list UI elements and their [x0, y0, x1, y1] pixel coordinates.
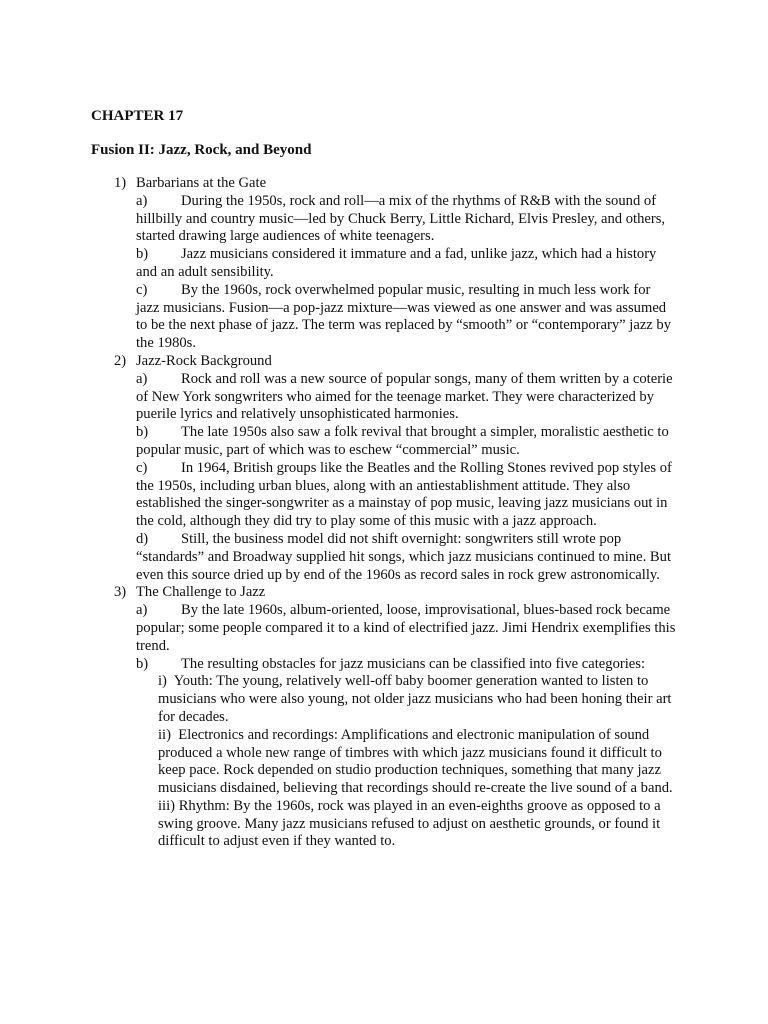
item-label: a)	[136, 602, 148, 619]
section-jazz-rock-background	[114, 353, 676, 584]
outline-subitem	[158, 798, 676, 851]
item-label: a)	[136, 192, 148, 209]
outline-item	[136, 460, 676, 531]
item-label: d)	[136, 530, 149, 547]
section-title: Jazz-Rock Background	[136, 352, 272, 369]
outline	[114, 175, 676, 851]
outline-item	[136, 193, 676, 246]
outline-subitem	[158, 673, 676, 726]
item-label: b)	[136, 246, 149, 263]
outline-item	[136, 246, 676, 282]
outline-item	[136, 282, 676, 353]
outline-item	[136, 531, 676, 584]
subitem-label: i)	[158, 673, 167, 690]
item-text: Still, the business model did not shift overnight: songwriters still wrote pop “standards” and Broadway supplied hit songs, which jazz musicians continued to mine. But even this source dried up by end of the 1960s as record sales in rock grew astronomically.	[136, 530, 671, 583]
item-text: The late 1950s also saw a folk revival that brought a simpler, moralistic aesthetic to popular music, part of which was to eschew “commercial” music.	[136, 424, 669, 458]
outline-subitem	[158, 727, 676, 798]
item-text: By the late 1960s, album-oriented, loose, improvisational, blues-based rock became popular; some people compared it to a kind of electrified jazz. Jimi Hendrix exemplifies this trend.	[136, 602, 676, 654]
section-challenge-to-jazz	[114, 584, 676, 851]
subitem-text: Rhythm: By the 1960s, rock was played in an even-eighths groove as opposed to a swing groove. Many jazz musicians refused to adjust on aesthetic grounds, or found it difficult to adjust even if they wanted to.	[158, 797, 661, 850]
section-title: The Challenge to Jazz	[136, 584, 266, 601]
item-text: During the 1950s, rock and roll—a mix of the rhythms of R&B with the sound of hillbilly and country music—led by Chuck Berry, Little Richard, Elvis Presley, and others, started drawing large audiences of white teenagers.	[136, 192, 666, 245]
subitem-label: iii)	[158, 797, 176, 814]
chapter-heading: CHAPTER 17	[91, 108, 184, 124]
chapter-subtitle: Fusion II: Jazz, Rock, and Beyond	[91, 142, 312, 158]
section-number: 2)	[114, 352, 127, 369]
section-title: Barbarians at the Gate	[136, 175, 267, 191]
sub-outline	[136, 673, 676, 851]
item-text: Rock and roll was a new source of popular songs, many of them written by a coterie of New York songwriters who aimed for the teenage market. They were characterized by puerile lyrics and relatively unsophisticated harmonies.	[136, 370, 673, 423]
subitem-label: ii)	[158, 726, 171, 743]
outline-item	[136, 656, 676, 674]
item-label: c)	[136, 281, 148, 298]
outline-item	[136, 424, 676, 460]
outline-item	[136, 371, 676, 424]
item-label: c)	[136, 459, 148, 476]
outline-item	[136, 602, 676, 655]
item-text: Jazz musicians considered it immature and a fad, unlike jazz, which had a history and an adult sensibility.	[136, 246, 657, 280]
section-number: 3)	[114, 584, 127, 601]
item-text: The resulting obstacles for jazz musicians can be classified into five categories:	[181, 655, 645, 672]
item-label: b)	[136, 424, 149, 441]
subitem-text: Youth: The young, relatively well-off baby boomer generation wanted to listen to musicians who were also young, not older jazz musicians who had been honing their art for decades.	[158, 673, 672, 725]
item-text: By the 1960s, rock overwhelmed popular music, resulting in much less work for jazz musicians. Fusion—a pop-jazz mixture—was viewed as one answer and was assumed to be the next phase of jazz. The term was replaced by “smooth” or “contemporary” jazz by the 1980s.	[136, 281, 672, 352]
item-label: b)	[136, 655, 149, 672]
item-text: In 1964, British groups like the Beatles and the Rolling Stones revived pop styles of the 1950s, including urban blues, along with an antiestablishment attitude. They also established the singer-songwriter as a mainstay of pop music, leaving jazz musicians out in the cold, although they did try to play some of this music with a jazz approach.	[136, 459, 672, 530]
section-number: 1)	[114, 175, 127, 191]
item-label: a)	[136, 370, 148, 387]
section-barbarians	[114, 175, 676, 353]
subitem-text: Electronics and recordings: Amplifications and electronic manipulation of sound produced a whole new range of timbres with which jazz musicians found it difficult to keep pace. Rock depended on studio production techniques, something that many jazz musicians disdained, believing that recordings should re-create the live sound of a band.	[158, 726, 673, 797]
